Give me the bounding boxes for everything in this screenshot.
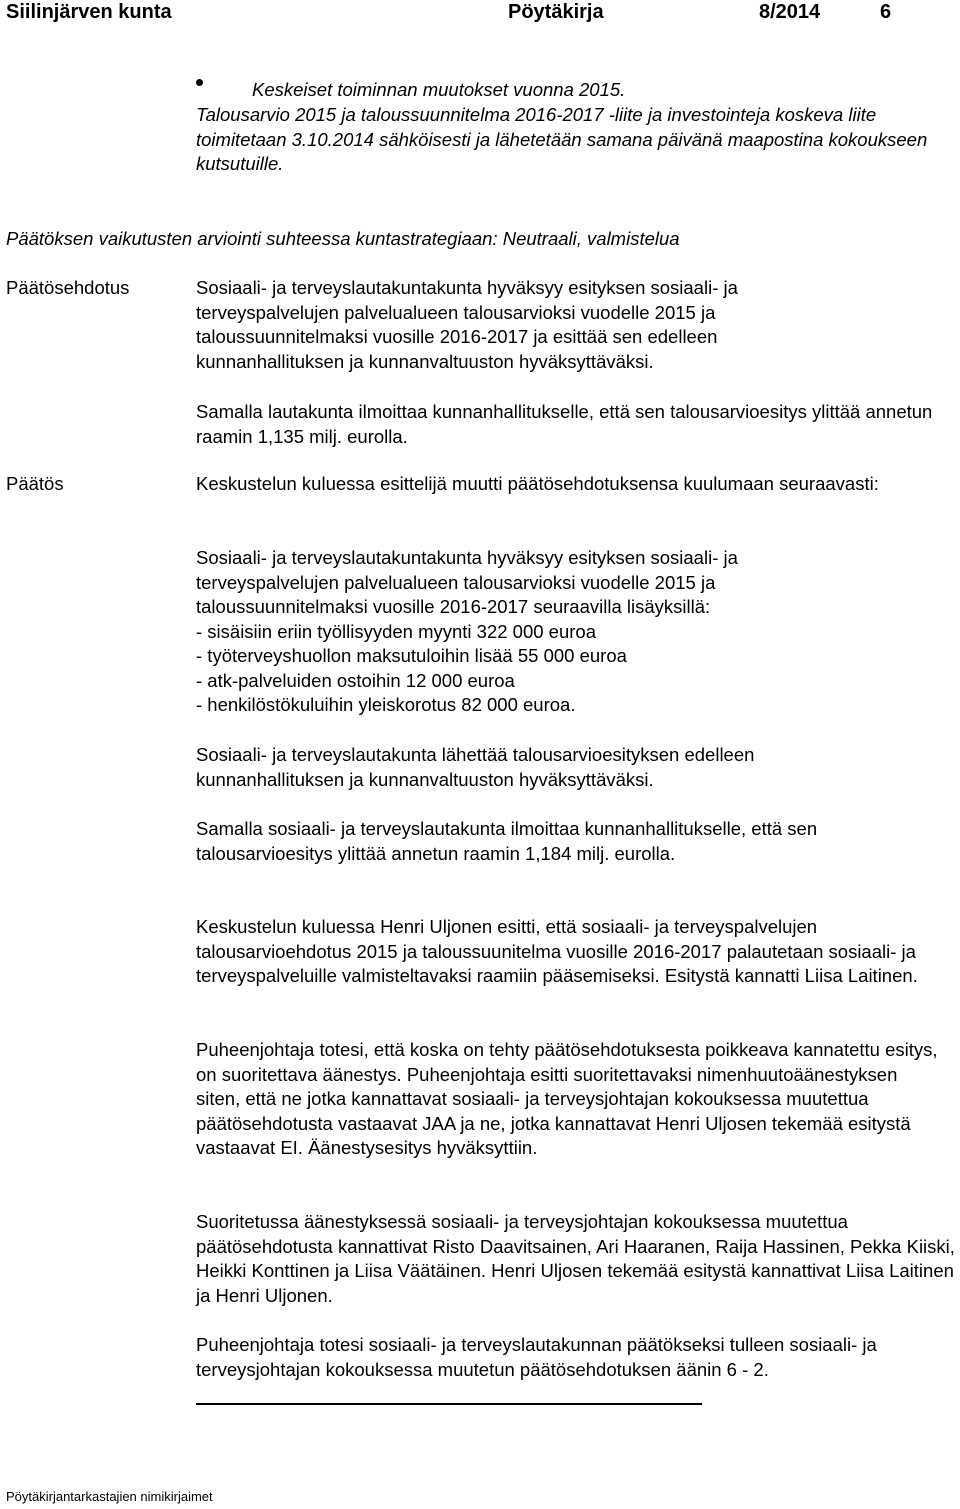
proposal-paragraph: Samalla lautakunta ilmoittaa kunnanhallitukselle, että sen talousarvioesitys ylittää annetun raamin 1,135 milj. eurolla.	[196, 401, 933, 447]
proposal-paragraph: Sosiaali- ja terveyslautakuntakunta hyväksyy esityksen sosiaali- ja terveyspalvelujen palvelualueen talousarvioksi vuodelle 2015 ja taloussuunnitelmaksi vuosille 2016-2017 ja esittää sen edelleen kunnanhallituksen ja kunnanvaltuuston hyväksyttäväksi.	[196, 277, 738, 372]
decision-paragraph-3: Sosiaali- ja terveyslautakunta lähettää talousarvioesityksen edelleen kunnanhallituksen ja kunnanvaltuuston hyväksyttäväksi.	[196, 744, 755, 790]
impact-assessment: Päätöksen vaikutusten arviointi suhteessa kuntastrategiaan: Neutraali, valmistelua	[6, 228, 680, 249]
decision-line: terveyspalvelujen palvelualueen talousarvioksi vuodelle 2015 ja	[196, 571, 716, 593]
decision-line: - työterveyshuollon maksutuloihin lisää 55 000 euroa	[196, 645, 627, 666]
decision-amended-proposal	[196, 546, 956, 718]
proposal-block	[196, 276, 836, 374]
proposal-label: Päätösehdotus	[6, 277, 130, 298]
decision-label: Päätös	[6, 473, 64, 494]
footer-initials-label: Pöytäkirjantarkastajien nimikirjaimet	[6, 1489, 213, 1504]
decision-line: - henkilöstökuluihin yleiskorotus 82 000 euroa.	[196, 694, 576, 715]
decision-paragraph-1: Keskustelun kuluessa esittelijä muutti päätösehdotuksensa kuulumaan seuraavasti:	[196, 473, 879, 494]
decision-line: - sisäisiin eriin työllisyyden myynti 322 000 euroa	[196, 620, 596, 642]
intro-paragraph: Talousarvio 2015 ja taloussuunnitelma 2016-2017 -liite ja investointeja koskeva liite toimitetaan 3.10.2014 sähköisesti ja lähetetään samana päivänä maapostina kokoukseen kutsutuille.	[196, 104, 928, 174]
decision-paragraph-4: Samalla sosiaali- ja terveyslautakunta ilmoittaa kunnanhallitukselle, että sen talousarvioesitys ylittää annetun raamin 1,184 milj. eurolla.	[196, 818, 818, 864]
decision-line: - atk-palveluiden ostoihin 12 000 euroa	[196, 669, 515, 691]
signature-line	[196, 1403, 702, 1405]
decision-line: Sosiaali- ja terveyslautakuntakunta hyväksyy esityksen sosiaali- ja	[196, 547, 738, 568]
decision-line: taloussuunnitelmaksi vuosille 2016-2017 seuraavilla lisäyksillä:	[196, 596, 711, 617]
page-number: 6	[880, 1, 892, 23]
proposal-block-2	[196, 400, 956, 449]
decision-paragraph-7: Suoritetussa äänestyksessä sosiaali- ja terveysjohtajan kokouksessa muutettua päätösehdotusta kannattivat Risto Daavitsainen, Ari Haaranen, Raija Hassinen, Pekka Kiiski, Heikki Konttinen ja Liisa Väätäinen. Henri Uljosen tekemää esitystä kannattivat Liisa Laitinen ja Henri Uljonen.	[196, 1211, 955, 1306]
document-number: 8/2014	[759, 1, 821, 23]
bullet-item: Keskeiset toiminnan muutokset vuonna 2015.	[252, 79, 626, 100]
bullet-icon	[196, 79, 203, 86]
decision-paragraph-6: Puheenjohtaja totesi, että koska on tehty päätösehdotuksesta poikkeava kannatettu esitys, on suoritettava äänestys. Puheenjohtaja esitti suoritettavaksi nimenhuutoäänestyksen siten, että ne jotka kannattavat sosiaali- ja terveysjohtajan kokouksessa muutettua päätösehdotusta vastaavat JAA ja ne, jotka kannattavat Henri Uljosen tekemää esitystä vastaavat EI. Äänestysesitys hyväksyttiin.	[196, 1039, 938, 1158]
municipality-name: Siilinjärven kunta	[6, 1, 172, 23]
decision-paragraph-5: Keskustelun kuluessa Henri Uljonen esitti, että sosiaali- ja terveyspalvelujen talousarvioehdotus 2015 ja taloussuunitelma vuosille 2016-2017 palautetaan sosiaali- ja terveyspalveluille valmisteltavaksi raamiin pääsemiseksi. Esitystä kannatti Liisa Laitinen.	[196, 916, 918, 986]
decision-paragraph-8: Puheenjohtaja totesi sosiaali- ja terveyslautakunnan päätökseksi tulleen sosiaali- ja terveysjohtajan kokouksessa muutetun päätösehdotuksen äänin 6 - 2.	[196, 1334, 877, 1380]
document-type: Pöytäkirja	[508, 1, 604, 23]
